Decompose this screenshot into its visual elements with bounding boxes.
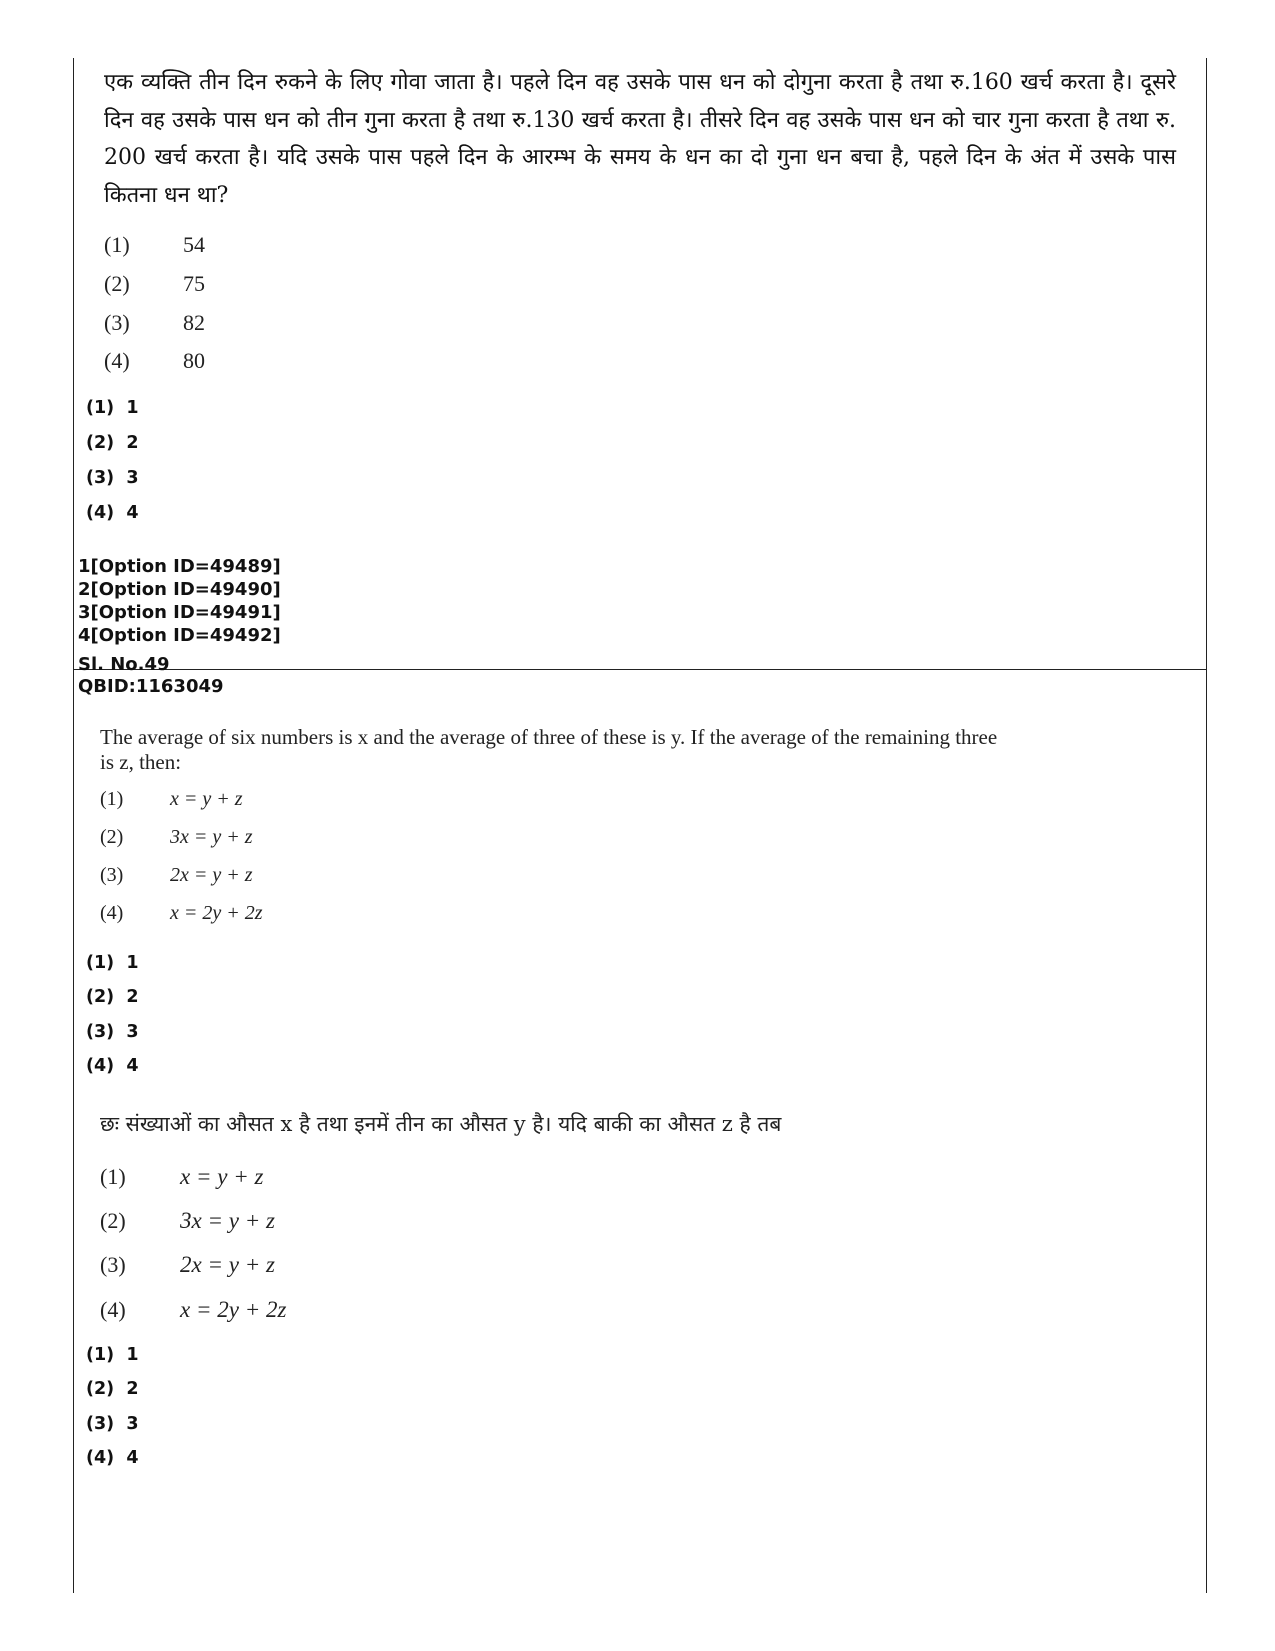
question-divider [73,669,1206,670]
q49-hindi-option-label: (1) [100,1164,126,1189]
q49-answer-choice[interactable]: (1) 1 [86,953,139,973]
q49-hindi-answer-choice[interactable]: (1) 1 [86,1345,139,1365]
q49-option-formula: 2x = y + z [170,864,253,886]
option-id-line: 1[Option ID=49489] [78,556,281,577]
q49-hindi-option-label: (3) [100,1252,126,1277]
q49-answer-choice[interactable]: (4) 4 [86,1056,139,1076]
q49-hindi-answer-choice[interactable]: (2) 2 [86,1379,139,1399]
q49-english-question: The average of six numbers is x and the average of three of these is y. If the average of the remaining three is z, then: [100,725,998,774]
q49-hindi-option-formula: 2x = y + z [180,1252,275,1277]
q49-answer-choice[interactable]: (3) 3 [86,1022,139,1042]
q48-option-value: 80 [183,348,205,373]
q48-option-label: (2) [104,271,130,296]
q48-option-value: 54 [183,232,205,257]
q48-option-label: (4) [104,348,130,373]
q49-qbid: QBID:1163049 [78,676,224,697]
q49-hindi-option-label: (2) [100,1208,126,1233]
q49-option-formula: 3x = y + z [170,826,253,848]
q49-sl-no: Sl. No.49 [78,654,170,675]
option-id-line: 4[Option ID=49492] [78,625,281,646]
q49-option-label: (1) [100,788,124,810]
q48-hindi-question: एक व्यक्ति तीन दिन रुकने के लिए गोवा जाता है। पहले दिन वह उसके पास धन को दोगुना करता है तथा रु.160 खर्च करता है। दूसरे दिन वह उसके पास धन को तीन गुना करता है तथा रु.130 खर्च करता है। तीसरे दिन वह उसके पास धन को चार गुना करता है तथा रु. 200 खर्च करता है। यदि उसके पास पहले दिन के आरम्भ के समय के धन का दो गुना धन बचा है, पहले दिन के अंत में उसके पास कितना धन था? [104,70,1176,208]
q49-hindi-option-formula: x = 2y + 2z [180,1297,287,1322]
q49-hindi-option-formula: x = y + z [180,1164,264,1189]
q49-option-formula: x = y + z [170,788,243,810]
q48-option-value: 75 [183,271,205,296]
q49-hindi-question: छः संख्याओं का औसत x है तथा इनमें तीन का औसत y है। यदि बाकी का औसत z है तब [100,1112,782,1136]
option-id-line: 2[Option ID=49490] [78,579,281,600]
q48-option-label: (1) [104,232,130,257]
q48-answer-choice[interactable]: (1) 1 [86,398,139,418]
q48-answer-choice[interactable]: (2) 2 [86,433,139,453]
q48-option-label: (3) [104,310,130,335]
q49-answer-choice[interactable]: (2) 2 [86,987,139,1007]
q48-option-value: 82 [183,310,205,335]
q49-hindi-option-formula: 3x = y + z [180,1208,275,1233]
q49-option-label: (3) [100,864,124,886]
q49-option-label: (4) [100,902,124,924]
q48-option-ids [78,555,281,647]
q49-hindi-answer-choice[interactable]: (3) 3 [86,1414,139,1434]
q49-option-label: (2) [100,826,124,848]
q49-hindi-answer-choice[interactable]: (4) 4 [86,1448,139,1468]
q48-answer-choice[interactable]: (4) 4 [86,503,139,523]
q49-option-formula: x = 2y + 2z [170,902,263,924]
q49-hindi-option-label: (4) [100,1297,126,1322]
option-id-line: 3[Option ID=49491] [78,602,281,623]
q48-answer-choice[interactable]: (3) 3 [86,468,139,488]
